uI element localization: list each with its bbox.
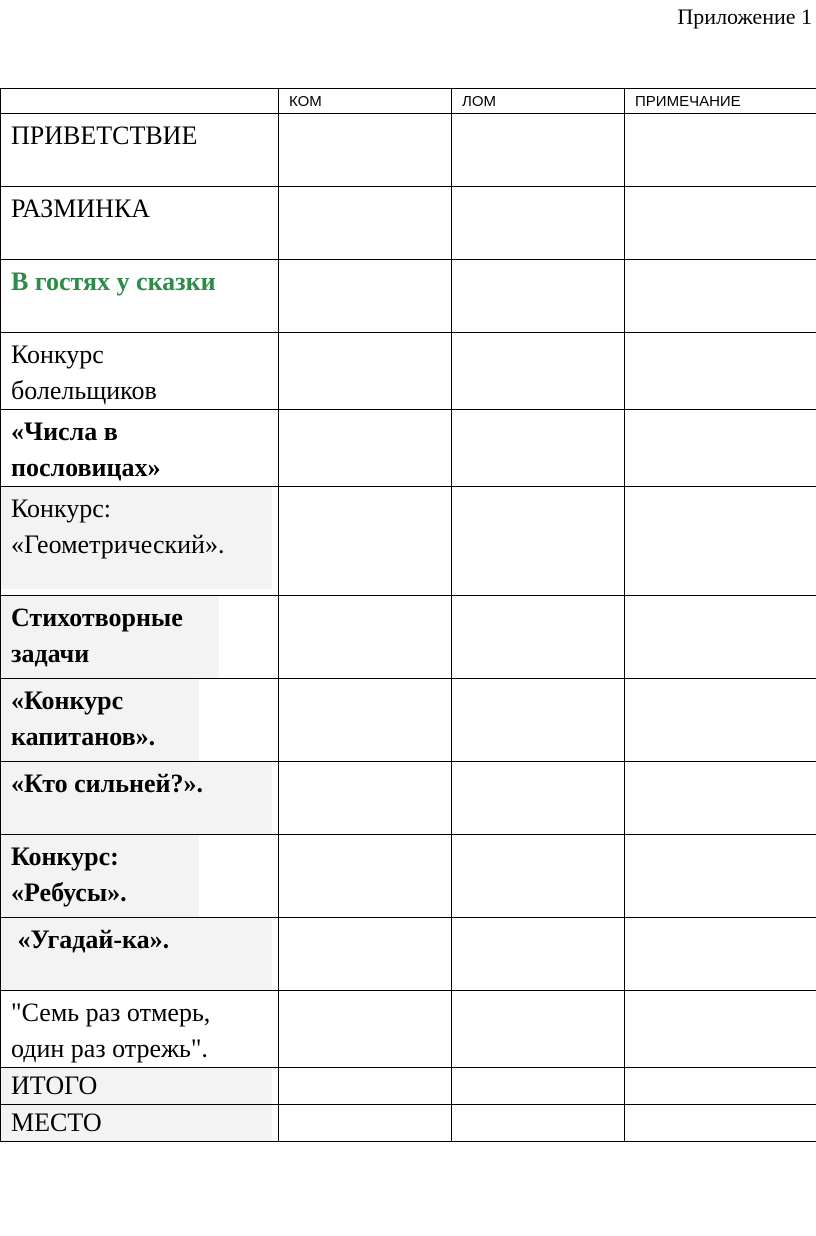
lom-cell[interactable] — [452, 991, 625, 1068]
note-cell[interactable] — [625, 596, 816, 679]
kom-cell[interactable] — [279, 1105, 452, 1142]
kom-cell[interactable] — [279, 596, 452, 679]
row-label-cell — [1, 487, 279, 596]
row-label-cell — [1, 762, 279, 835]
kom-cell[interactable] — [279, 991, 452, 1068]
lom-cell[interactable] — [452, 596, 625, 679]
appendix-label: Приложение 1 — [677, 4, 812, 29]
lom-cell[interactable] — [452, 487, 625, 596]
table-row — [1, 187, 816, 260]
row-label-cell — [1, 1105, 279, 1142]
kom-cell[interactable] — [279, 333, 452, 410]
table-row — [1, 1068, 816, 1105]
lom-cell[interactable] — [452, 333, 625, 410]
row-label-cell — [1, 835, 279, 918]
note-cell[interactable] — [625, 679, 816, 762]
row-label-cell — [1, 1068, 279, 1105]
note-cell[interactable] — [625, 487, 816, 596]
table-row — [1, 487, 816, 596]
table-row — [1, 679, 816, 762]
note-cell[interactable] — [625, 333, 816, 410]
kom-cell[interactable] — [279, 835, 452, 918]
kom-cell[interactable] — [279, 679, 452, 762]
row-label-cell — [1, 918, 279, 991]
row-label: ИТОГО — [1, 1068, 272, 1104]
kom-cell[interactable] — [279, 1068, 452, 1105]
table-row — [1, 835, 816, 918]
row-label-cell — [1, 679, 279, 762]
row-label-cell — [1, 114, 279, 187]
kom-cell[interactable] — [279, 410, 452, 487]
row-label-cell — [1, 260, 279, 333]
score-table — [0, 88, 816, 1142]
header-empty-cell — [1, 89, 279, 114]
row-label: «Кто сильней?». — [1, 762, 272, 834]
row-label-cell — [1, 991, 279, 1068]
row-label: «Числа в пословицах» — [11, 417, 161, 482]
row-label: Стихотворные задачи — [1, 596, 219, 678]
row-label: "Семь раз отмерь, один раз отрежь". — [11, 998, 211, 1063]
header-kom: КОМ — [279, 89, 452, 114]
row-label: «Угадай-ка». — [1, 918, 272, 990]
table-row — [1, 918, 816, 991]
row-label: ПРИВЕТСТВИЕ — [11, 121, 198, 150]
note-cell[interactable] — [625, 991, 816, 1068]
table-row — [1, 114, 816, 187]
row-label-cell — [1, 333, 279, 410]
note-cell[interactable] — [625, 114, 816, 187]
table-row — [1, 260, 816, 333]
table-row — [1, 762, 816, 835]
lom-cell[interactable] — [452, 918, 625, 991]
lom-cell[interactable] — [452, 835, 625, 918]
table-row — [1, 410, 816, 487]
note-cell[interactable] — [625, 260, 816, 333]
row-label: Конкурс: «Ребусы». — [1, 835, 199, 917]
table-row — [1, 991, 816, 1068]
row-label: В гостях у сказки — [11, 267, 216, 296]
lom-cell[interactable] — [452, 1068, 625, 1105]
header-note: ПРИМЕЧАНИЕ — [625, 89, 816, 114]
note-cell[interactable] — [625, 918, 816, 991]
row-label: РАЗМИНКА — [11, 194, 151, 223]
row-label: Конкурс: «Геометрический». — [1, 487, 272, 589]
lom-cell[interactable] — [452, 762, 625, 835]
note-cell[interactable] — [625, 1105, 816, 1142]
lom-cell[interactable] — [452, 679, 625, 762]
row-label: «Конкурс капитанов». — [1, 679, 199, 761]
header-lom: ЛОМ — [452, 89, 625, 114]
lom-cell[interactable] — [452, 114, 625, 187]
note-cell[interactable] — [625, 1068, 816, 1105]
kom-cell[interactable] — [279, 762, 452, 835]
table-row — [1, 1105, 816, 1142]
note-cell[interactable] — [625, 762, 816, 835]
row-label-cell — [1, 187, 279, 260]
kom-cell[interactable] — [279, 260, 452, 333]
kom-cell[interactable] — [279, 187, 452, 260]
row-label-cell — [1, 596, 279, 679]
note-cell[interactable] — [625, 410, 816, 487]
kom-cell[interactable] — [279, 487, 452, 596]
lom-cell[interactable] — [452, 1105, 625, 1142]
table-row — [1, 596, 816, 679]
note-cell[interactable] — [625, 187, 816, 260]
row-label-cell — [1, 410, 279, 487]
kom-cell[interactable] — [279, 114, 452, 187]
row-label: МЕСТО — [1, 1105, 272, 1141]
table-row — [1, 333, 816, 410]
kom-cell[interactable] — [279, 918, 452, 991]
lom-cell[interactable] — [452, 260, 625, 333]
table-header-row — [1, 89, 816, 114]
note-cell[interactable] — [625, 835, 816, 918]
lom-cell[interactable] — [452, 187, 625, 260]
lom-cell[interactable] — [452, 410, 625, 487]
row-label: Конкурс болельщиков — [11, 340, 157, 405]
